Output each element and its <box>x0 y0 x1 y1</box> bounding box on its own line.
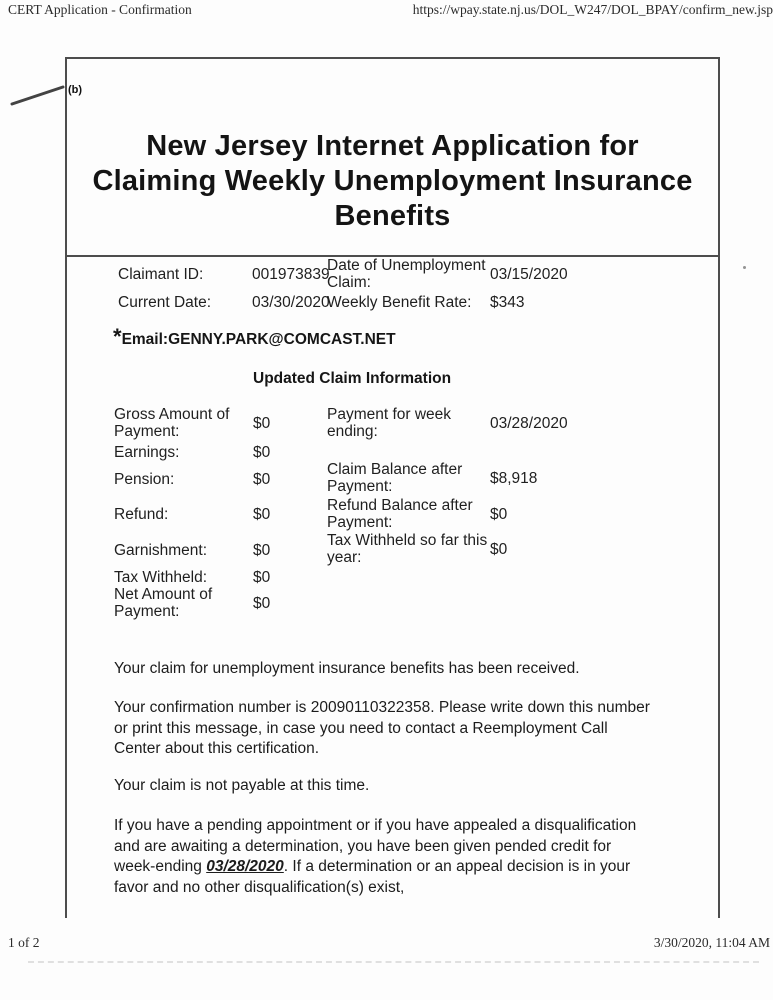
table-row <box>327 460 537 496</box>
annotation-label: (b) <box>68 84 83 96</box>
refund-balance-label: Refund Balance after Payment: <box>327 497 473 531</box>
current-date-label: Current Date: <box>118 293 212 311</box>
table-row <box>114 405 270 441</box>
tax-withheld-ytd-label: Tax Withheld so far this year: <box>327 532 488 566</box>
claim-balance-label: Claim Balance after Payment: <box>327 461 463 495</box>
claim-balance-value: $8,918 <box>490 469 538 487</box>
table-row <box>114 586 270 620</box>
weekly-benefit-rate-label: Weekly Benefit Rate: <box>327 293 472 311</box>
pended-week-ending-date: 03/28/2020 <box>206 858 284 875</box>
document-title-line-2: Claiming Weekly Unemployment Insurance <box>92 165 693 197</box>
pension-label: Pension: <box>114 470 175 488</box>
payment-week-ending-label: Payment for week ending: <box>327 406 452 440</box>
date-of-claim-value: 03/15/2020 <box>490 265 568 283</box>
refund-value: $0 <box>253 505 271 523</box>
pension-value: $0 <box>253 470 271 488</box>
scan-artifact-dot <box>743 266 746 269</box>
claimant-id-value: 001973839 <box>252 265 330 283</box>
email-line <box>113 324 396 349</box>
table-row <box>114 541 270 559</box>
garnishment-value: $0 <box>253 541 271 559</box>
date-of-claim-label: Date of Unemployment Claim: <box>327 257 486 291</box>
document-title <box>67 59 718 234</box>
claimant-id-label: Claimant ID: <box>118 265 204 283</box>
gross-amount-value: $0 <box>253 414 271 432</box>
refund-balance-value: $0 <box>490 505 508 523</box>
table-row <box>114 505 270 523</box>
table-row <box>118 293 524 311</box>
not-payable-message: Your claim is not payable at this time. <box>114 777 370 794</box>
print-footer-page-number: 1 of 2 <box>8 935 40 950</box>
earnings-value: $0 <box>253 443 271 461</box>
refund-label: Refund: <box>114 505 169 523</box>
updated-claim-heading: Updated Claim Information <box>253 370 452 387</box>
print-header-title: CERT Application - Confirmation <box>8 2 192 17</box>
table-row <box>327 496 507 532</box>
document-title-line-1: New Jersey Internet Application for <box>146 130 639 162</box>
title-section <box>67 59 718 257</box>
required-asterisk: * <box>113 324 122 349</box>
payment-week-ending-value: 03/28/2020 <box>490 414 568 432</box>
table-row <box>327 405 568 441</box>
garnishment-label: Garnishment: <box>114 541 208 559</box>
scan-artifact-dashed-line <box>28 961 759 963</box>
earnings-label: Earnings: <box>114 443 180 461</box>
print-header-url: https://wpay.state.nj.us/DOL_W247/DOL_BPAY/confirm_new.jsp <box>412 2 773 17</box>
table-row <box>114 443 270 461</box>
current-date-value: 03/30/2020 <box>252 293 330 311</box>
weekly-benefit-rate-value: $343 <box>490 293 525 311</box>
confirmation-number-message: Your confirmation number is 20090110322358. Please write down this number or print this message, in case you need to contact a Reemployment Call Center about this certification. <box>114 699 650 757</box>
table-row <box>327 531 507 567</box>
pended-credit-message <box>114 816 654 898</box>
gross-amount-label: Gross Amount of Payment: <box>114 406 230 440</box>
tax-withheld-value: $0 <box>253 568 271 586</box>
table-row <box>114 568 270 586</box>
document-title-line-3: Benefits <box>334 200 451 232</box>
email-value: Email:GENNY.PARK@COMCAST.NET <box>121 331 396 348</box>
net-amount-value: $0 <box>253 594 271 612</box>
pended-credit-text-after: . If a determination or an appeal decision is in your favor and no other disqualification(s) exist, <box>114 858 631 896</box>
tax-withheld-ytd-value: $0 <box>490 540 508 558</box>
table-row <box>114 470 270 488</box>
net-amount-label: Net Amount of Payment: <box>114 586 213 620</box>
pen-mark <box>9 82 67 108</box>
claim-received-message: Your claim for unemployment insurance benefits has been received. <box>114 660 580 677</box>
table-row <box>118 256 568 292</box>
print-footer-timestamp: 3/30/2020, 11:04 AM <box>653 935 770 950</box>
tax-withheld-label: Tax Withheld: <box>114 568 208 586</box>
pended-credit-text-before: If you have a pending appointment or if you have appealed a disqualification and are awaiting a determination, you have been given pended credit for week-ending <box>114 817 637 875</box>
